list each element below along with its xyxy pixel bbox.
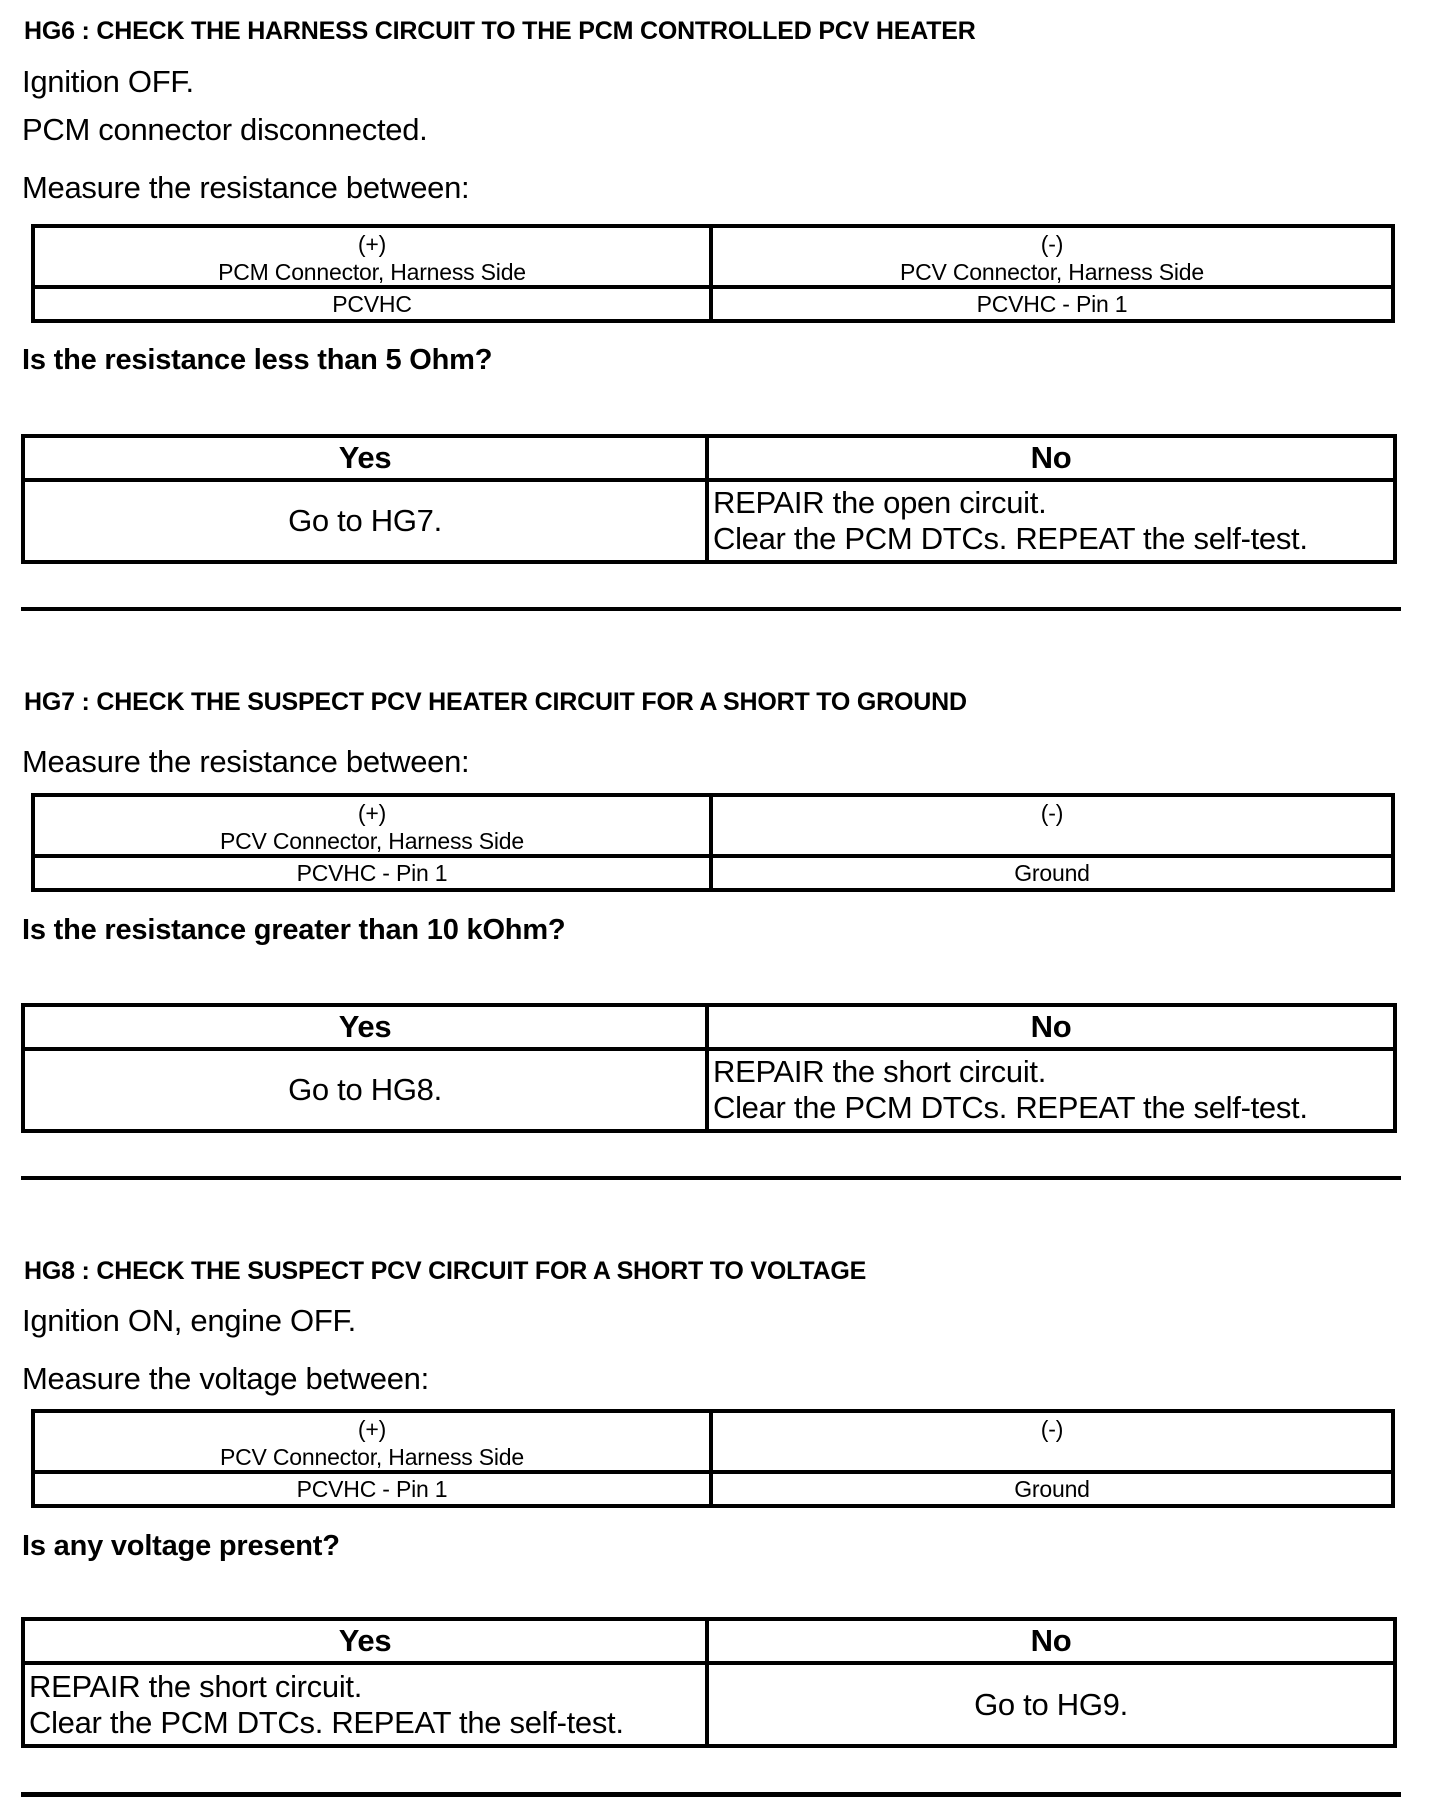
- no-action-cell: [709, 1665, 1393, 1744]
- instruction-measure-resistance: Measure the resistance between:: [22, 744, 470, 779]
- plus-pin-value: PCVHC: [332, 291, 412, 317]
- no-action-line-2: Clear the PCM DTCs. REPEAT the self-test.: [713, 521, 1308, 556]
- measurement-table-hg6: [31, 224, 1395, 323]
- plus-header-cell: [35, 797, 713, 858]
- no-action-goto-hg9: Go to HG9.: [974, 1686, 1128, 1722]
- plus-symbol: (+): [357, 800, 387, 826]
- yes-action-line-2: Clear the PCM DTCs. REPEAT the self-test.: [29, 1704, 624, 1740]
- no-header: No: [709, 438, 1393, 482]
- yes-header: Yes: [25, 1621, 709, 1665]
- plus-value-cell: [35, 858, 713, 888]
- no-action-line-1: REPAIR the short circuit.: [713, 1054, 1047, 1089]
- plus-connector-label: PCV Connector, Harness Side: [220, 828, 524, 854]
- minus-header-cell: [713, 797, 1391, 858]
- plus-pin-value: PCVHC - Pin 1: [296, 860, 448, 886]
- minus-value-cell: [713, 858, 1391, 888]
- section-divider: [21, 607, 1401, 611]
- yes-action-goto-hg8: Go to HG8.: [288, 1072, 442, 1107]
- section-divider: [21, 1176, 1401, 1180]
- yes-header: Yes: [25, 1007, 709, 1051]
- decision-table-hg8: [21, 1617, 1397, 1748]
- plus-symbol: (+): [357, 1416, 387, 1442]
- section-divider: [21, 1792, 1401, 1797]
- minus-header-cell: [713, 1413, 1391, 1474]
- no-action-cell: [709, 482, 1393, 560]
- plus-value-cell: [35, 1474, 713, 1504]
- measurement-table-hg7: [31, 793, 1395, 892]
- plus-value-cell: [35, 289, 713, 319]
- instruction-measure-resistance: Measure the resistance between:: [22, 170, 470, 205]
- no-header: No: [709, 1007, 1393, 1051]
- step-title-hg6: HG6 : CHECK THE HARNESS CIRCUIT TO THE PCM CONTROLLED PCV HEATER: [24, 17, 976, 45]
- decision-table-hg6: [21, 434, 1397, 564]
- plus-connector-label: PCV Connector, Harness Side: [220, 1444, 524, 1470]
- minus-header-cell: [713, 228, 1391, 289]
- no-action-line-2: Clear the PCM DTCs. REPEAT the self-test.: [713, 1090, 1308, 1125]
- minus-symbol: (-): [1040, 231, 1064, 257]
- plus-connector-label: PCM Connector, Harness Side: [218, 259, 526, 285]
- no-action-line-1: REPAIR the open circuit.: [713, 485, 1047, 520]
- measurement-table-hg8: [31, 1409, 1395, 1508]
- minus-value-cell: [713, 289, 1391, 319]
- no-action-cell: [709, 1051, 1393, 1129]
- instruction-ignition-on: Ignition ON, engine OFF.: [22, 1303, 356, 1338]
- minus-value-cell: [713, 1474, 1391, 1504]
- plus-symbol: (+): [357, 231, 387, 257]
- question-hg6: Is the resistance less than 5 Ohm?: [22, 344, 493, 376]
- instruction-ignition-off: Ignition OFF.: [22, 64, 194, 99]
- no-header: No: [709, 1621, 1393, 1665]
- question-hg8: Is any voltage present?: [22, 1530, 340, 1562]
- instruction-measure-voltage: Measure the voltage between:: [22, 1361, 429, 1396]
- yes-action-cell: [25, 1051, 709, 1129]
- minus-ground-value: Ground: [1014, 860, 1090, 886]
- yes-header: Yes: [25, 438, 709, 482]
- minus-symbol: (-): [1040, 1416, 1064, 1442]
- plus-pin-value: PCVHC - Pin 1: [296, 1476, 448, 1502]
- minus-pin-value: PCVHC - Pin 1: [976, 291, 1128, 317]
- minus-ground-value: Ground: [1014, 1476, 1090, 1502]
- minus-connector-label: PCV Connector, Harness Side: [900, 259, 1204, 285]
- step-title-hg7: HG7 : CHECK THE SUSPECT PCV HEATER CIRCUIT FOR A SHORT TO GROUND: [24, 688, 967, 716]
- plus-header-cell: [35, 1413, 713, 1474]
- minus-symbol: (-): [1040, 800, 1064, 826]
- instruction-pcm-disconnected: PCM connector disconnected.: [22, 112, 428, 147]
- decision-table-hg7: [21, 1003, 1397, 1133]
- yes-action-goto-hg7: Go to HG7.: [288, 503, 442, 538]
- step-title-hg8: HG8 : CHECK THE SUSPECT PCV CIRCUIT FOR A SHORT TO VOLTAGE: [24, 1257, 867, 1285]
- question-hg7: Is the resistance greater than 10 kOhm?: [22, 914, 566, 946]
- plus-header-cell: [35, 228, 713, 289]
- yes-action-cell: [25, 1665, 709, 1744]
- yes-action-line-1: REPAIR the short circuit.: [29, 1668, 363, 1704]
- yes-action-cell: [25, 482, 709, 560]
